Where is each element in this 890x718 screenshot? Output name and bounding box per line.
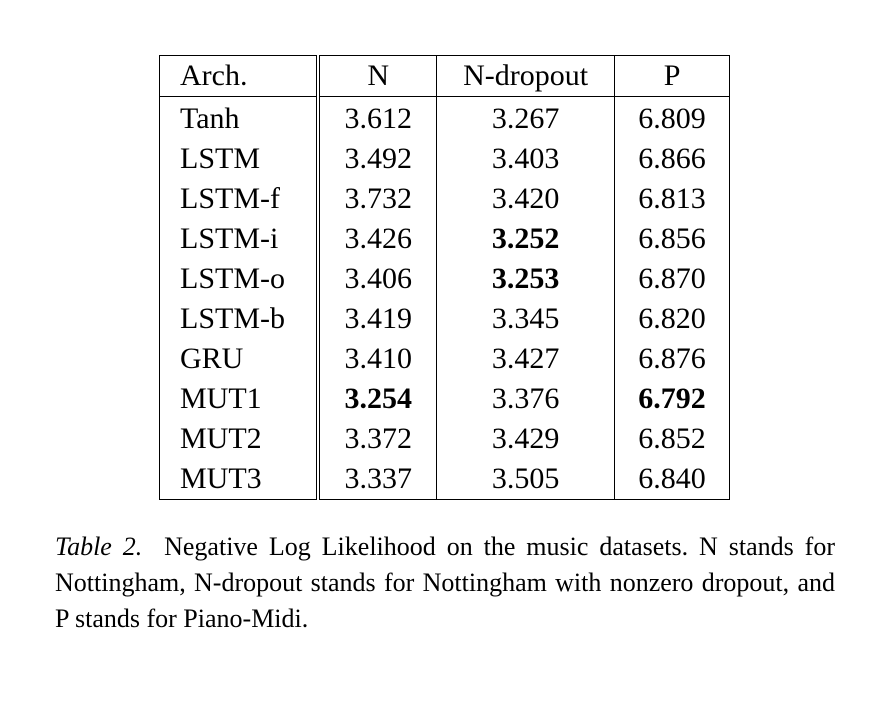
cell-n: 3.732 — [318, 179, 436, 219]
cell-p: 6.792 — [615, 379, 730, 419]
cell-n: 3.492 — [318, 139, 436, 179]
cell-arch: Tanh — [180, 102, 240, 135]
cell-arch: LSTM-o — [180, 262, 285, 295]
cell-n: 3.337 — [318, 459, 436, 500]
cell-arch: LSTM-b — [180, 302, 285, 335]
results-table — [159, 55, 730, 500]
cell-p: 6.809 — [615, 97, 730, 140]
cell-n-dropout: 3.427 — [437, 339, 615, 379]
cell-n-dropout: 3.252 — [437, 219, 615, 259]
cell-n: 3.419 — [318, 299, 436, 339]
table-row — [160, 259, 730, 299]
cell-arch: MUT3 — [180, 462, 262, 495]
table-row — [160, 219, 730, 259]
cell-n: 3.406 — [318, 259, 436, 299]
cell-n-dropout: 3.376 — [437, 379, 615, 419]
table-row — [160, 139, 730, 179]
cell-n-dropout: 3.345 — [437, 299, 615, 339]
cell-arch: LSTM-i — [180, 222, 279, 255]
cell-n-dropout: 3.403 — [437, 139, 615, 179]
caption-text: Negative Log Likelihood on the music datasets. N stands for Nottingham, N-dropout stands for Nottingham with nonzero dropout, and P stands for Piano-Midi. — [55, 532, 835, 633]
cell-arch: MUT2 — [180, 422, 262, 455]
cell-arch: GRU — [180, 342, 244, 375]
cell-p: 6.840 — [615, 459, 730, 500]
cell-n: 3.410 — [318, 339, 436, 379]
cell-arch: MUT1 — [180, 382, 262, 415]
table-body — [160, 97, 730, 500]
cell-n-dropout: 3.429 — [437, 419, 615, 459]
cell-p: 6.866 — [615, 139, 730, 179]
table-row — [160, 299, 730, 339]
cell-p: 6.820 — [615, 299, 730, 339]
cell-p: 6.876 — [615, 339, 730, 379]
cell-n-dropout: 3.253 — [437, 259, 615, 299]
header-n: N — [318, 56, 436, 97]
table-row — [160, 339, 730, 379]
table-header-row — [160, 56, 730, 97]
table-caption — [55, 529, 835, 637]
cell-p: 6.870 — [615, 259, 730, 299]
table-row — [160, 179, 730, 219]
cell-n: 3.612 — [318, 97, 436, 140]
cell-arch: LSTM — [180, 142, 261, 175]
cell-p: 6.852 — [615, 419, 730, 459]
table-row — [160, 97, 730, 140]
cell-n-dropout: 3.420 — [437, 179, 615, 219]
table-row — [160, 459, 730, 500]
header-n-dropout: N-dropout — [437, 56, 615, 97]
caption-label: Table 2. — [55, 532, 143, 561]
table-row — [160, 419, 730, 459]
cell-n: 3.426 — [318, 219, 436, 259]
cell-n-dropout: 3.505 — [437, 459, 615, 500]
cell-n: 3.254 — [318, 379, 436, 419]
cell-arch: LSTM-f — [180, 182, 280, 215]
header-p: P — [615, 56, 730, 97]
cell-p: 6.856 — [615, 219, 730, 259]
header-arch: Arch. — [160, 56, 319, 97]
table-row — [160, 379, 730, 419]
cell-n: 3.372 — [318, 419, 436, 459]
cell-n-dropout: 3.267 — [437, 97, 615, 140]
cell-p: 6.813 — [615, 179, 730, 219]
